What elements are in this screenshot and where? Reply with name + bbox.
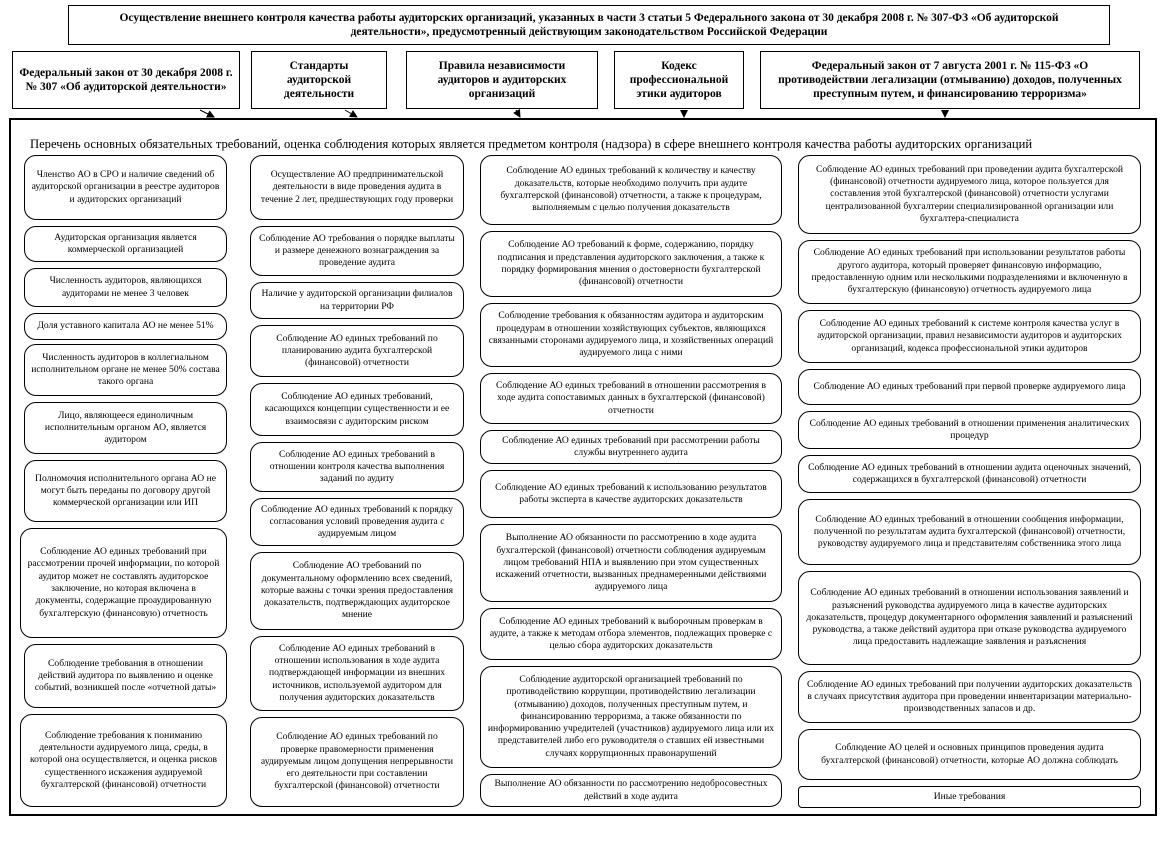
requirement-col2-6: Соблюдение АО единых требований в отношении контроля качества выполнения заданий по аудиту xyxy=(250,442,464,492)
requirement-col1-7: Полномочия исполнительного органа АО не могут быть переданы по договору другой коммерческой организации или ИП xyxy=(24,460,227,522)
requirement-col4-6: Соблюдение АО единых требований в отношении аудита оценочных значений, содержащихся в бухгалтерской (финансовой) отчетности xyxy=(798,455,1141,493)
diagram-title: Осуществление внешнего контроля качества работы аудиторских организаций, указанных в части 3 статьи 5 Федерального закона от 30 декабря 2008 г. № 307-ФЗ «Об аудиторской деятельности», предусмотренный действующим законодательством Российской Федерации xyxy=(68,5,1110,45)
requirement-col3-4: Соблюдение АО единых требований в отношении рассмотрения в ходе аудита сопоставимых данных в бухгалтерской (финансовой) отчетности xyxy=(480,373,782,424)
requirement-col1-3: Численность аудиторов, являющихся аудиторами не менее 3 человек xyxy=(24,268,227,307)
requirement-col2-8: Соблюдение АО требований по документальному оформлению всех сведений, которые важны с точки зрения предоставления доказательств, подтверждающих аудиторское мнение xyxy=(250,552,464,630)
requirement-col4-7: Соблюдение АО единых требований в отношении сообщения информации, полученной по результатам аудита бухгалтерской (финансовой) отчетности, руководству аудируемого лица и представителям собственника этого лица xyxy=(798,499,1141,565)
requirement-col4-2: Соблюдение АО единых требований при использовании результатов работы другого аудитора, который проверяет финансовую информацию, предоставленную одним или несколькими подразделениями и включенную в бухгалтерскую (финансовую) отчетность аудируемого лица xyxy=(798,240,1141,304)
requirement-col3-9: Соблюдение аудиторской организацией требований по противодействию коррупции, противодействию легализации (отмыванию) доходов, полученных преступным путем, и финансированию терроризма, а также обязанности по информированию учредителей (участников) аудируемого лица или их представителей либо его руководителя о ставших ей известными случаях коррупционных правонарушений xyxy=(480,666,782,768)
requirement-col2-9: Соблюдение АО единых требований в отношении использования в ходе аудита подтверждающей информации из внешних источников, используемой аудитором для получения аудиторских доказательств xyxy=(250,636,464,711)
requirement-col1-4: Доля уставного капитала АО не менее 51% xyxy=(24,313,227,340)
requirement-col3-3: Соблюдение требования к обязанностям аудитора и аудиторским процедурам в отношении хозяйствующих субъектов, являющихся связанными сторонами аудируемого лица, и хозяйственных операций аудируемого лица с ними xyxy=(480,303,782,367)
requirement-col4-8: Соблюдение АО единых требований в отношении использования заявлений и разъяснений руководства аудируемого лица в качестве аудиторских доказательств, процедур документарного оформления заявлений и разъяснений руководства, а также действий аудитора при отказе руководства аудируемого лица предоставить надлежащие заявления и разъяснения xyxy=(798,571,1141,665)
requirement-col3-2: Соблюдение АО требований к форме, содержанию, порядку подписания и представления аудиторского заключения, а также к порядку формирования мнения о достоверности бухгалтерской (финансовой) отчетности xyxy=(480,231,782,297)
requirement-col1-2: Аудиторская организация является коммерческой организацией xyxy=(24,226,227,262)
requirement-col2-5: Соблюдение АО единых требований, касающихся концепции существенности и ее взаимосвязи с аудиторским риском xyxy=(250,383,464,436)
requirement-col1-9: Соблюдение требования в отношении действий аудитора по выявлению и оценке событий, возникшей после «отчетной даты» xyxy=(24,644,227,708)
requirement-col4-5: Соблюдение АО единых требований в отношении применения аналитических процедур xyxy=(798,411,1141,449)
requirement-col1-10: Соблюдение требования к пониманию деятельности аудируемого лица, среды, в которой она осуществляется, и оценка рисков существенного искажения аудируемой бухгалтерской (финансовой) отчетности xyxy=(20,714,227,807)
requirement-col2-3: Наличие у аудиторской организации филиалов на территории РФ xyxy=(250,282,464,319)
requirement-col3-10: Выполнение АО обязанности по рассмотрению недобросовестных действий в ходе аудита xyxy=(480,774,782,807)
requirement-col2-10: Соблюдение АО единых требований по проверке правомерности применения аудируемым лицом допущения непрерывности его деятельности при составлении бухгалтерской (финансовой) отчетности xyxy=(250,717,464,807)
requirement-col1-6: Лицо, являющееся единоличным исполнительным органом АО, является аудитором xyxy=(24,402,227,454)
requirement-col2-4: Соблюдение АО единых требований по планированию аудита бухгалтерской (финансовой) отчетности xyxy=(250,325,464,377)
requirement-col4-11: Иные требования xyxy=(798,786,1141,808)
source-law-115: Федеральный закон от 7 августа 2001 г. № 115-ФЗ «О противодействии легализации (отмыванию) доходов, полученных преступным путем, и финансированию терроризма» xyxy=(760,51,1140,109)
requirement-col2-7: Соблюдение АО единых требований к порядку согласования условий проведения аудита с аудируемым лицом xyxy=(250,498,464,546)
arrow-source-independence-rules xyxy=(516,110,520,117)
requirement-col3-7: Выполнение АО обязанности по рассмотрению в ходе аудита бухгалтерской (финансовой) отчетности соблюдения аудируемым лицом требований НПА и выявлению при этом существенных искажений отчетности, вызванных преднамеренными действиями аудируемого лица xyxy=(480,524,782,602)
source-law-307: Федеральный закон от 30 декабря 2008 г. № 307 «Об аудиторской деятельности» xyxy=(12,51,240,109)
requirement-col1-8: Соблюдение АО единых требований при рассмотрении прочей информации, по которой аудитор может не составлять аудиторское заключение, но которая включена в документы, содержащие проаудированную бухгалтерскую (финансовую) отчетность xyxy=(20,528,227,638)
requirement-col4-4: Соблюдение АО единых требований при первой проверке аудируемого лица xyxy=(798,369,1141,405)
requirement-col4-3: Соблюдение АО единых требований к системе контроля качества услуг в аудиторской организации, правил независимости аудиторов и аудиторских организаций, кодекса профессиональной этики аудиторов xyxy=(798,310,1141,363)
requirement-col2-1: Осуществление АО предпринимательской деятельности в виде проведения аудита в течение 2 лет, предшествующих году проверки xyxy=(250,155,464,220)
requirement-col3-6: Соблюдение АО единых требований к использованию результатов работы эксперта в качестве аудиторских доказательств xyxy=(480,470,782,518)
requirement-col3-5: Соблюдение АО единых требований при рассмотрении работы службы внутреннего аудита xyxy=(480,430,782,464)
requirement-col3-1: Соблюдение АО единых требований к количеству и качеству доказательств, которые необходимо получить при аудите бухгалтерской (финансовой) отчетности, а также к процедурам, выполняемым с целью получения доказательств xyxy=(480,155,782,225)
requirement-col4-1: Соблюдение АО единых требований при проведении аудита бухгалтерской (финансовой) отчетности аудируемого лица, которое пользуется для составления этой бухгалтерской (финансовой) отчетности услугами централизованной бухгалтерии специализированной организации или бухгалтера-специалиста xyxy=(798,155,1141,234)
requirements-heading: Перечень основных обязательных требований, оценка соблюдения которых является предметом контроля (надзора) в сфере внешнего контроля качества работы аудиторских организаций xyxy=(30,137,1033,151)
arrow-source-audit-standards xyxy=(345,110,357,117)
requirement-col3-8: Соблюдение АО единых требований к выборочным проверкам в аудите, а также к методам отбора элементов, подлежащих проверке с целью сбора аудиторских доказательств xyxy=(480,608,782,660)
source-independence-rules: Правила независимости аудиторов и аудиторских организаций xyxy=(406,51,598,109)
arrow-source-law-307 xyxy=(200,110,214,117)
source-ethics-code: Кодекс профессиональной этики аудиторов xyxy=(614,51,744,109)
requirement-col1-1: Членство АО в СРО и наличие сведений об аудиторской организации в реестре аудиторов и аудиторских организаций xyxy=(24,155,227,220)
requirement-col2-2: Соблюдение АО требования о порядке выплаты и размере денежного вознаграждения за проведение аудита xyxy=(250,226,464,276)
requirement-col4-9: Соблюдение АО единых требований при получении аудиторских доказательств в случаях присутствия аудитора при проведении инвентаризации материально-производственных запасов и др. xyxy=(798,671,1141,723)
requirement-col1-5: Численность аудиторов в коллегиальном исполнительном органе не менее 50% состава такого органа xyxy=(24,344,227,396)
requirement-col4-10: Соблюдение АО целей и основных принципов проведения аудита бухгалтерской (финансовой) отчетности, которые АО должна соблюдать xyxy=(798,729,1141,780)
source-audit-standards: Стандарты аудиторской деятельности xyxy=(251,51,387,109)
